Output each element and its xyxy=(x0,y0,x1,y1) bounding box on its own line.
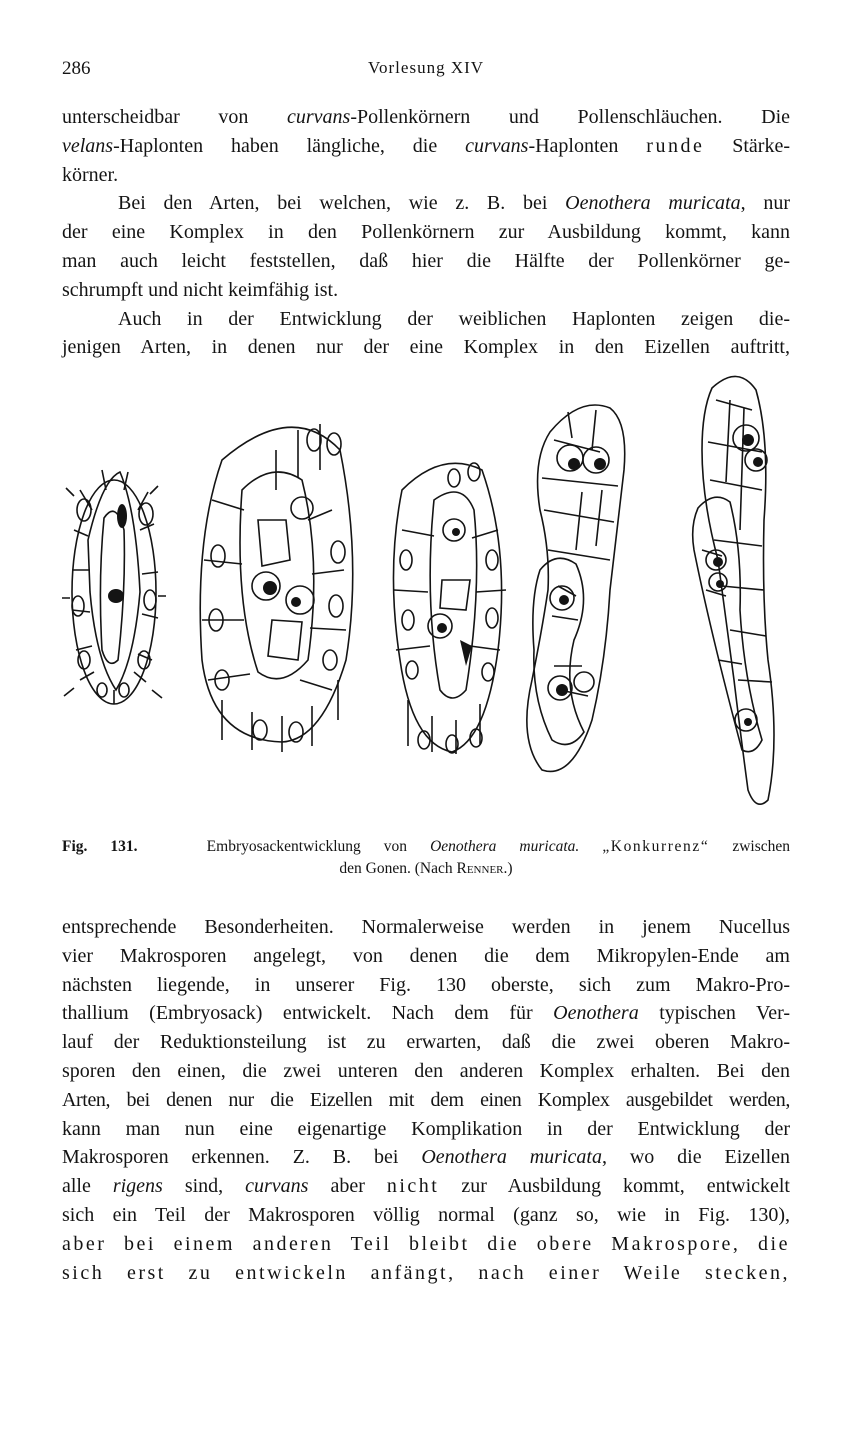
text-line: velans-Haplonten haben längliche, die curvans-Haplonten runde Stärke- xyxy=(62,134,790,157)
page-header xyxy=(62,58,790,84)
top-text-block xyxy=(62,103,790,362)
paragraph-2 xyxy=(62,189,790,304)
caption-line-2: den Gonen. (Nach Renner.) xyxy=(339,860,513,877)
page-number: 286 xyxy=(62,58,91,79)
figure-caption xyxy=(62,836,790,880)
text-line: schrumpft und nicht keimfähig ist. xyxy=(62,278,339,301)
ovule-drawing-1 xyxy=(62,470,166,704)
text-line: alle rigens sind, curvans aber nicht zur Ausbildung kommt, entwickelt xyxy=(62,1175,790,1198)
text-line: jenigen Arten, in denen nur der eine Komplex in den Eizellen auftritt, xyxy=(62,336,790,359)
text-line: nächsten liegende, in unserer Fig. 130 oberste, sich zum Makro-Pro- xyxy=(62,973,790,996)
paragraph-3 xyxy=(62,305,790,363)
text-line: sich erst zu entwickeln anfängt, nach einer Weile stecken, xyxy=(62,1261,790,1284)
text-line: körner. xyxy=(62,163,119,186)
ovule-drawing-5 xyxy=(693,376,774,804)
figure-label: Fig. 131. xyxy=(62,838,138,855)
paragraph-1 xyxy=(62,103,790,189)
ovule-drawing-3 xyxy=(393,463,506,754)
text-line: man auch leicht feststellen, daß hier die Hälfte der Pollenkörner ge- xyxy=(62,249,790,272)
text-line: lauf der Reduktionsteilung ist zu erwarten, daß die zwei oberen Makro- xyxy=(62,1031,790,1054)
text-line: sporen den einen, die zwei unteren den anderen Komplex erhalten. Bei den xyxy=(62,1059,790,1082)
text-line: entsprechende Besonderheiten. Normalerweise werden in jenem Nucellus xyxy=(62,916,790,938)
caption-line-1: Fig. 131. Embryosackentwicklung von Oenothera muricata. „Konkurrenz“ zwischen xyxy=(62,838,791,855)
embryo-sac-figure xyxy=(62,360,790,830)
text-line: unterscheidbar von curvans-Pollenkörnern und Pollenschläuchen. Die xyxy=(62,106,790,128)
text-line: Bei den Arten, bei welchen, wie z. B. bei Oenothera muricata, nur xyxy=(118,192,790,215)
running-title: Vorlesung XIV xyxy=(367,58,485,77)
text-line: kann man nun eine eigenartige Komplikation in der Entwicklung der xyxy=(62,1117,790,1140)
bottom-text-block xyxy=(62,913,790,1287)
paragraph-4 xyxy=(62,913,790,1287)
text-line: Auch in der Entwicklung der weiblichen Haplonten zeigen die- xyxy=(118,307,790,330)
embryo-sac-illustration xyxy=(62,360,790,830)
text-line: aber bei einem anderen Teil bleibt die obere Makrospore, die xyxy=(62,1232,790,1255)
text-line: Makrosporen erkennen. Z. B. bei Oenothera muricata, wo die Eizellen xyxy=(62,1146,790,1169)
text-line: vier Makrosporen angelegt, von denen die dem Mikropylen-Ende am xyxy=(62,944,790,967)
text-line: sich ein Teil der Makrosporen völlig normal (ganz so, wie in Fig. 130), xyxy=(62,1203,790,1226)
text-line: thallium (Embryosack) entwickelt. Nach dem für Oenothera typischen Ver- xyxy=(62,1002,790,1025)
text-line: der eine Komplex in den Pollenkörnern zur Ausbildung kommt, kann xyxy=(62,221,790,244)
text-line: Arten, bei denen nur die Eizellen mit dem einen Komplex ausgebildet werden, xyxy=(62,1088,790,1111)
